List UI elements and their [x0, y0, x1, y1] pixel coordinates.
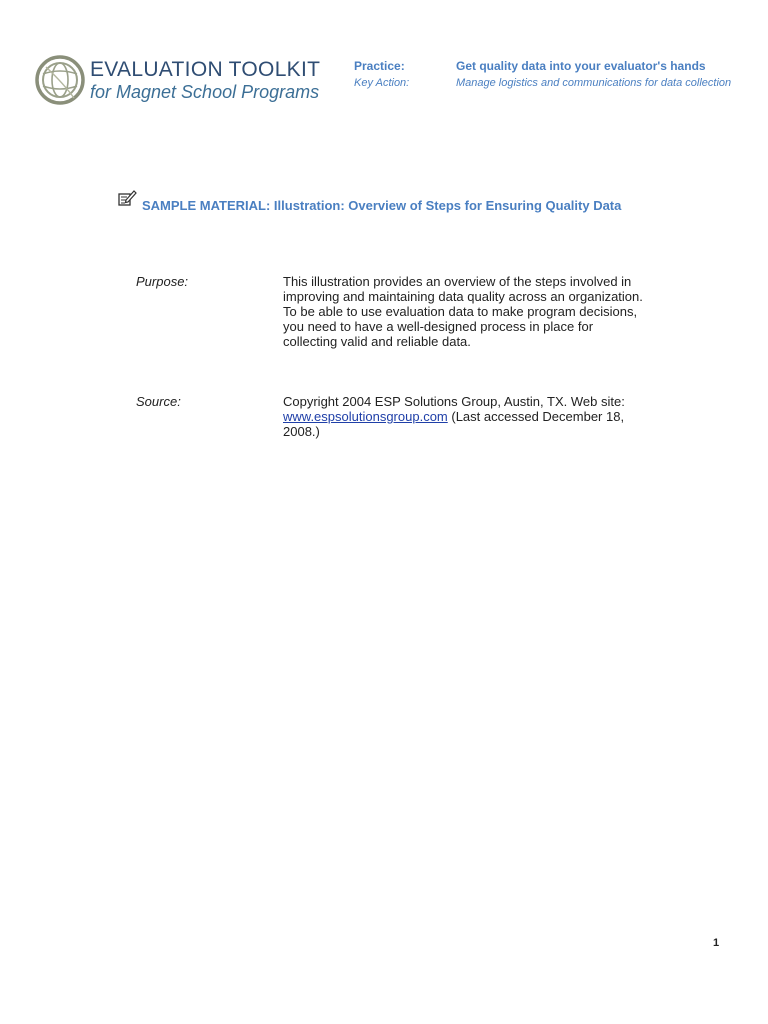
section-title: SAMPLE MATERIAL: Illustration: Overview of Steps for Ensuring Quality Data — [142, 198, 622, 213]
source-text-after: (Last accessed December 18, 2008.) — [283, 409, 625, 439]
page-number: 1 — [713, 937, 720, 949]
globe-logo-icon — [34, 54, 86, 106]
key-action-label: Key Action: — [354, 77, 410, 89]
purpose-text: This illustration provides an overview of the steps involved in improving and maintaining data quality across an organization. To be able to use evaluation data to make program decisions, you need to have a well-designed process in place for collecting valid and reliable data. — [283, 274, 643, 349]
source-label: Source: — [136, 394, 181, 409]
source-text — [283, 394, 643, 439]
logo-subtitle: for Magnet School Programs — [90, 82, 320, 102]
source-text-before: Copyright 2004 ESP Solutions Group, Austin, TX. Web site: — [283, 394, 625, 409]
purpose-label: Purpose: — [136, 274, 189, 289]
key-action-value: Manage logistics and communications for data collection — [456, 77, 732, 89]
practice-label: Practice: — [354, 59, 405, 73]
practice-value: Get quality data into your evaluator's hands — [456, 59, 706, 73]
source-link[interactable]: www.espsolutionsgroup.com — [283, 409, 448, 424]
logo-title: EVALUATION TOOLKIT — [90, 58, 321, 81]
toolkit-logo — [34, 54, 334, 110]
edit-note-icon — [117, 188, 137, 208]
